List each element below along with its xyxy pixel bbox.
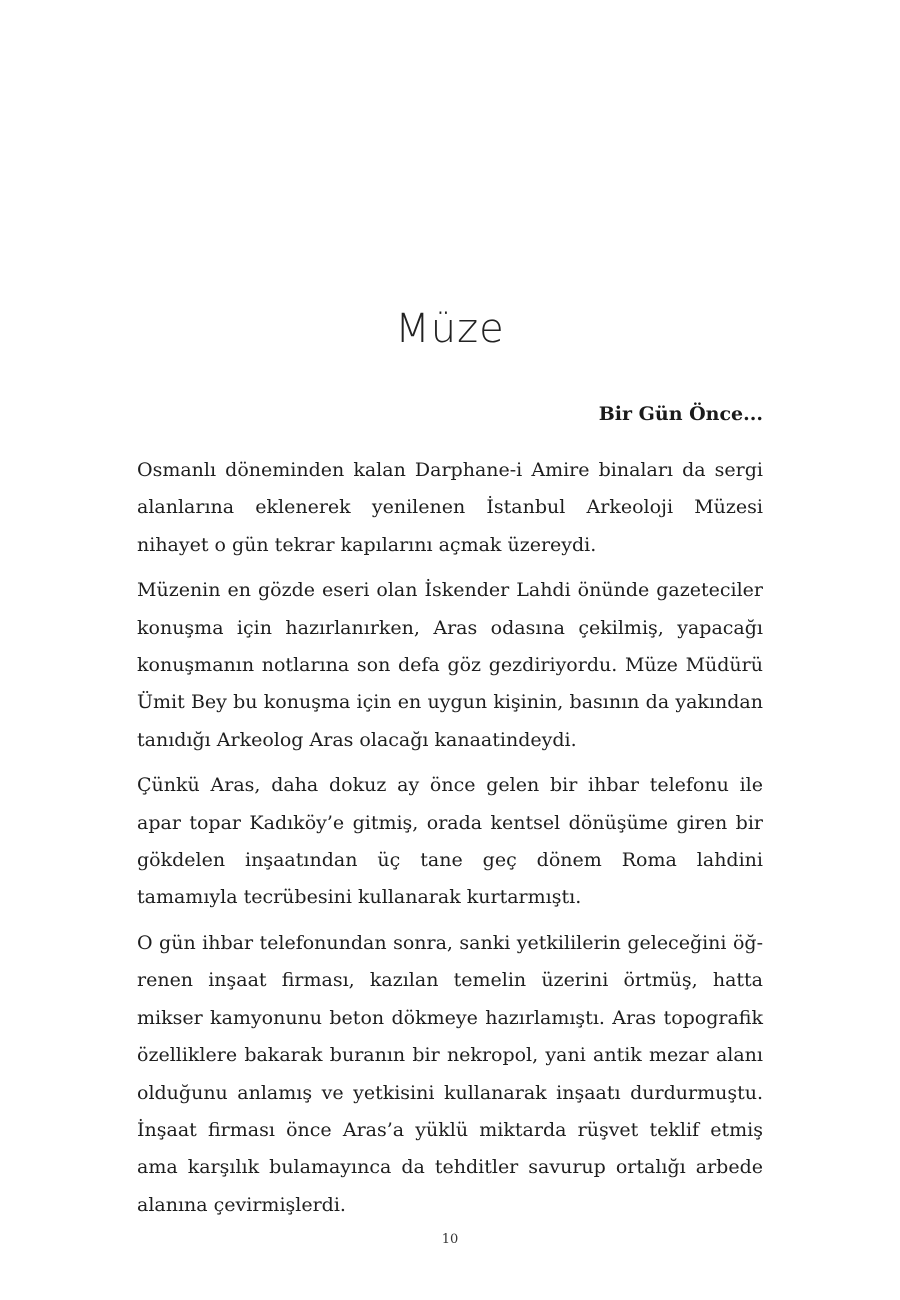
paragraph: Osmanlı döneminden kalan Darphane-i Amire binaları da sergi alanlarına eklenerek yenilenen İstanbul Arkeoloji Müzesi nihayet o gün tekrar kapılarını açmak üzereydi.: [137, 459, 763, 556]
paragraph: Müzenin en gözde eseri olan İskender Lahdi önünde gazeteciler konuşma için hazırlanırken, Aras odasına çekilmiş, yapacağı konuşmanın notlarına son defa göz gezdiriyordu. Müze Müdürü Ümit Bey bu konuşma için en uygun kişinin, basının da yakından tanıdığı Arkeolog Aras olacağı kanaatindeydi.: [137, 579, 763, 751]
paragraph: O gün ihbar telefonundan sonra, sanki yetkililerin geleceğini öğrenen inşaat firması, kazılan temelin üzerini örtmüş, hatta mikser kamyonunu beton dökmeye hazırlamıştı. Aras topografik özelliklere bakarak buranın bir nekropol, yani antik mezar alanı olduğunu anlamış ve yetkisini kullanarak inşaatı durdurmuştu. İnşaat firması önce Aras’a yüklü miktarda rüşvet teklif etmiş ama karşılık bulamayınca da tehditler savurup ortalığı arbede alanına çevirmişlerdi.: [137, 931, 763, 1216]
page-number: 10: [441, 1232, 459, 1247]
body-text: [137, 452, 763, 1232]
chapter-title: Müze: [395, 306, 505, 352]
paragraph: Çünkü Aras, daha dokuz ay önce gelen bir ihbar telefonu ile apar topar Kadıköy’e gitmiş, orada kentsel dönüşüme giren bir gökdelen inşaatından üç tane geç dönem Roma lahdini tamamıyla tecrübesini kullanarak kurtarmıştı.: [137, 774, 763, 909]
section-heading: Bir Gün Önce...: [598, 403, 763, 425]
